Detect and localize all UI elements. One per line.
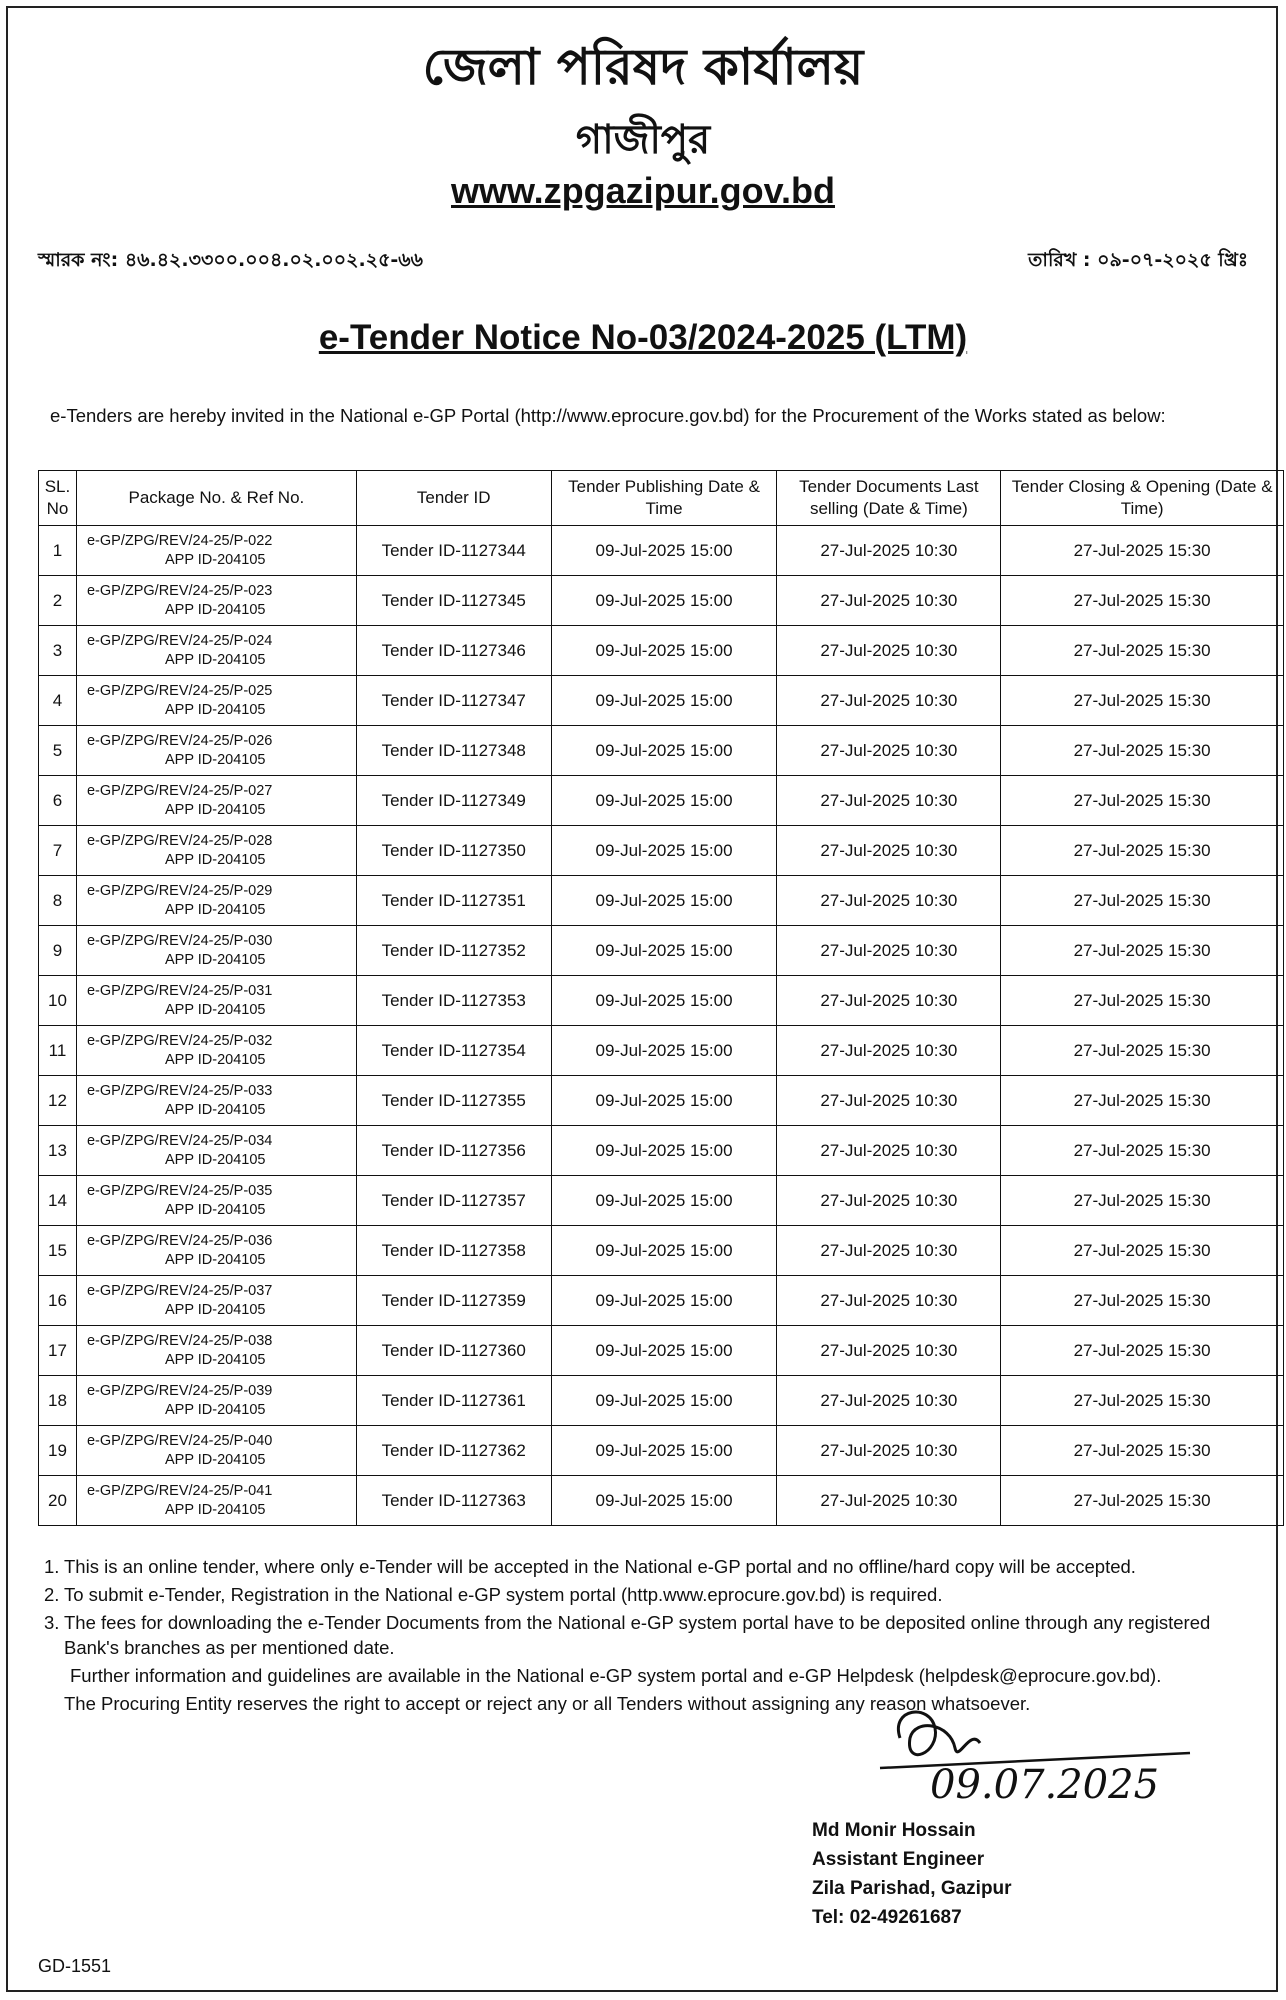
document-code: GD-1551 [38, 1956, 112, 1976]
cell-last-selling: 27-Jul-2025 10:30 [777, 1076, 1001, 1126]
note-text: The fees for downloading the e-Tender Documents from the National e-GP system portal have to be deposited online through any registered Bank's branches as per mentioned date. [64, 1612, 1211, 1658]
cell-tender-id: Tender ID-1127344 [356, 526, 551, 576]
note-2 [44, 1582, 1264, 1607]
table-row [39, 776, 1284, 826]
package-ref: e-GP/ZPG/REV/24-25/P-024 [86, 632, 273, 649]
table-row [39, 976, 1284, 1026]
cell-last-selling: 27-Jul-2025 10:30 [777, 1176, 1001, 1226]
cell-tender-id: Tender ID-1127354 [356, 1026, 551, 1076]
cell-tender-id: Tender ID-1127346 [356, 626, 551, 676]
note-3 [44, 1610, 1264, 1660]
header-publishing: Tender Publishing Date & Time [551, 471, 777, 526]
cell-package [76, 1476, 356, 1526]
tender-table [38, 470, 1284, 1526]
cell-last-selling: 27-Jul-2025 10:30 [777, 526, 1001, 576]
table-row [39, 1126, 1284, 1176]
table-row [39, 1326, 1284, 1376]
cell-package [76, 526, 356, 576]
package-ref: e-GP/ZPG/REV/24-25/P-034 [86, 1132, 273, 1149]
cell-publishing: 09-Jul-2025 15:00 [551, 1476, 777, 1526]
package-ref: e-GP/ZPG/REV/24-25/P-032 [86, 1032, 273, 1049]
cell-sl: 3 [39, 626, 77, 676]
package-ref: e-GP/ZPG/REV/24-25/P-033 [86, 1082, 273, 1099]
cell-publishing: 09-Jul-2025 15:00 [551, 776, 777, 826]
package-ref: e-GP/ZPG/REV/24-25/P-026 [86, 732, 273, 749]
cell-last-selling: 27-Jul-2025 10:30 [777, 626, 1001, 676]
cell-closing: 27-Jul-2025 15:30 [1001, 676, 1284, 726]
note-text: To submit e-Tender, Registration in the National e-GP system portal (http.www.eprocure.gov.bd) is required. [64, 1584, 943, 1605]
cell-closing: 27-Jul-2025 15:30 [1001, 976, 1284, 1026]
cell-sl: 18 [39, 1376, 77, 1426]
cell-last-selling: 27-Jul-2025 10:30 [777, 1426, 1001, 1476]
cell-closing: 27-Jul-2025 15:30 [1001, 926, 1284, 976]
memo-number: স্মারক নং: ৪৬.৪২.৩৩০০.০০৪.০২.০০২.২৫-৬৬ [38, 249, 423, 271]
app-id: APP ID-204105 [164, 1501, 266, 1518]
app-id: APP ID-204105 [164, 551, 266, 568]
organization-city: গাজীপুর [575, 117, 711, 163]
signatory-phone: Tel: 02-49261687 [812, 1907, 962, 1928]
cell-publishing: 09-Jul-2025 15:00 [551, 576, 777, 626]
table-row [39, 576, 1284, 626]
cell-closing: 27-Jul-2025 15:30 [1001, 626, 1284, 676]
cell-package [76, 876, 356, 926]
cell-tender-id: Tender ID-1127359 [356, 1276, 551, 1326]
app-id: APP ID-204105 [164, 951, 266, 968]
cell-publishing: 09-Jul-2025 15:00 [551, 1176, 777, 1226]
cell-tender-id: Tender ID-1127350 [356, 826, 551, 876]
app-id: APP ID-204105 [164, 851, 266, 868]
cell-last-selling: 27-Jul-2025 10:30 [777, 1376, 1001, 1426]
cell-package [76, 1276, 356, 1326]
cell-closing: 27-Jul-2025 15:30 [1001, 1126, 1284, 1176]
cell-tender-id: Tender ID-1127363 [356, 1476, 551, 1526]
cell-publishing: 09-Jul-2025 15:00 [551, 876, 777, 926]
app-id: APP ID-204105 [164, 751, 266, 768]
cell-last-selling: 27-Jul-2025 10:30 [777, 726, 1001, 776]
cell-tender-id: Tender ID-1127362 [356, 1426, 551, 1476]
cell-package [76, 676, 356, 726]
signatory-designation: Assistant Engineer [812, 1849, 985, 1870]
cell-last-selling: 27-Jul-2025 10:30 [777, 576, 1001, 626]
header-sl: SL. No [39, 471, 77, 526]
cell-sl: 8 [39, 876, 77, 926]
cell-publishing: 09-Jul-2025 15:00 [551, 526, 777, 576]
cell-last-selling: 27-Jul-2025 10:30 [777, 676, 1001, 726]
cell-last-selling: 27-Jul-2025 10:30 [777, 1126, 1001, 1176]
table-body [39, 526, 1284, 1526]
issue-date: তারিখ : ০৯-০৭-২০২৫ খ্রিঃ [1028, 249, 1248, 271]
table-row [39, 1176, 1284, 1226]
cell-package [76, 1326, 356, 1376]
signatory-name: Md Monir Hossain [812, 1820, 976, 1841]
package-ref: e-GP/ZPG/REV/24-25/P-039 [86, 1382, 273, 1399]
cell-publishing: 09-Jul-2025 15:00 [551, 1326, 777, 1376]
cell-last-selling: 27-Jul-2025 10:30 [777, 1326, 1001, 1376]
package-ref: e-GP/ZPG/REV/24-25/P-023 [86, 582, 273, 599]
cell-last-selling: 27-Jul-2025 10:30 [777, 1226, 1001, 1276]
note-text: This is an online tender, where only e-Tender will be accepted in the National e-GP portal and no offline/hard copy will be accepted. [64, 1556, 1136, 1577]
cell-sl: 5 [39, 726, 77, 776]
cell-tender-id: Tender ID-1127356 [356, 1126, 551, 1176]
app-id: APP ID-204105 [164, 1301, 266, 1318]
cell-last-selling: 27-Jul-2025 10:30 [777, 976, 1001, 1026]
cell-last-selling: 27-Jul-2025 10:30 [777, 826, 1001, 876]
cell-sl: 17 [39, 1326, 77, 1376]
cell-package [76, 1076, 356, 1126]
cell-sl: 6 [39, 776, 77, 826]
table-row [39, 1276, 1284, 1326]
cell-publishing: 09-Jul-2025 15:00 [551, 676, 777, 726]
table-row [39, 1426, 1284, 1476]
cell-sl: 10 [39, 976, 77, 1026]
cell-package [76, 776, 356, 826]
app-id: APP ID-204105 [164, 701, 266, 718]
note-number: 2. [44, 1584, 60, 1605]
cell-tender-id: Tender ID-1127347 [356, 676, 551, 726]
cell-publishing: 09-Jul-2025 15:00 [551, 1076, 777, 1126]
cell-sl: 19 [39, 1426, 77, 1476]
cell-sl: 1 [39, 526, 77, 576]
cell-package [76, 1176, 356, 1226]
cell-closing: 27-Jul-2025 15:30 [1001, 826, 1284, 876]
cell-publishing: 09-Jul-2025 15:00 [551, 1426, 777, 1476]
cell-sl: 12 [39, 1076, 77, 1126]
package-ref: e-GP/ZPG/REV/24-25/P-029 [86, 882, 273, 899]
note-number: 3. [44, 1612, 60, 1633]
app-id: APP ID-204105 [164, 1201, 266, 1218]
app-id: APP ID-204105 [164, 1251, 266, 1268]
cell-closing: 27-Jul-2025 15:30 [1001, 1176, 1284, 1226]
cell-package [76, 976, 356, 1026]
notes-section [44, 1554, 1264, 1719]
header-last-selling: Tender Documents Last selling (Date & Time) [777, 471, 1001, 526]
table-row [39, 1026, 1284, 1076]
cell-sl: 15 [39, 1226, 77, 1276]
cell-sl: 4 [39, 676, 77, 726]
cell-publishing: 09-Jul-2025 15:00 [551, 626, 777, 676]
app-id: APP ID-204105 [164, 1051, 266, 1068]
cell-package [76, 826, 356, 876]
cell-last-selling: 27-Jul-2025 10:30 [777, 1276, 1001, 1326]
cell-tender-id: Tender ID-1127351 [356, 876, 551, 926]
table-row [39, 676, 1284, 726]
cell-tender-id: Tender ID-1127349 [356, 776, 551, 826]
cell-package [76, 1126, 356, 1176]
header-closing: Tender Closing & Opening (Date & Time) [1001, 471, 1284, 526]
table-row [39, 1476, 1284, 1526]
cell-closing: 27-Jul-2025 15:30 [1001, 1476, 1284, 1526]
cell-package [76, 726, 356, 776]
cell-tender-id: Tender ID-1127348 [356, 726, 551, 776]
note-number: 1. [44, 1556, 60, 1577]
signatory-office: Zila Parishad, Gazipur [812, 1878, 1012, 1899]
package-ref: e-GP/ZPG/REV/24-25/P-036 [86, 1232, 273, 1249]
cell-closing: 27-Jul-2025 15:30 [1001, 1076, 1284, 1126]
table-row [39, 726, 1284, 776]
cell-tender-id: Tender ID-1127360 [356, 1326, 551, 1376]
cell-closing: 27-Jul-2025 15:30 [1001, 1376, 1284, 1426]
package-ref: e-GP/ZPG/REV/24-25/P-025 [86, 682, 273, 699]
cell-sl: 9 [39, 926, 77, 976]
organization-website[interactable]: www.zpgazipur.gov.bd [451, 170, 835, 211]
cell-publishing: 09-Jul-2025 15:00 [551, 1276, 777, 1326]
app-id: APP ID-204105 [164, 1401, 266, 1418]
cell-closing: 27-Jul-2025 15:30 [1001, 526, 1284, 576]
table-row [39, 1076, 1284, 1126]
app-id: APP ID-204105 [164, 1001, 266, 1018]
cell-publishing: 09-Jul-2025 15:00 [551, 726, 777, 776]
app-id: APP ID-204105 [164, 801, 266, 818]
table-row [39, 526, 1284, 576]
cell-publishing: 09-Jul-2025 15:00 [551, 1026, 777, 1076]
cell-closing: 27-Jul-2025 15:30 [1001, 1326, 1284, 1376]
intro-paragraph: e-Tenders are hereby invited in the National e-GP Portal (http://www.eprocure.gov.bd) for the Procurement of the Works stated as below: [50, 405, 1166, 426]
cell-package [76, 576, 356, 626]
notice-title: e-Tender Notice No-03/2024-2025 (LTM) [318, 318, 968, 357]
cell-tender-id: Tender ID-1127345 [356, 576, 551, 626]
reservation-text: The Procuring Entity reserves the right to accept or reject any or all Tenders without assigning any reason whatsoever. [64, 1693, 1031, 1714]
cell-sl: 20 [39, 1476, 77, 1526]
cell-package [76, 626, 356, 676]
cell-publishing: 09-Jul-2025 15:00 [551, 826, 777, 876]
cell-tender-id: Tender ID-1127358 [356, 1226, 551, 1276]
cell-sl: 7 [39, 826, 77, 876]
cell-closing: 27-Jul-2025 15:30 [1001, 726, 1284, 776]
app-id: APP ID-204105 [164, 1101, 266, 1118]
cell-tender-id: Tender ID-1127355 [356, 1076, 551, 1126]
table-row [39, 826, 1284, 876]
cell-last-selling: 27-Jul-2025 10:30 [777, 926, 1001, 976]
cell-package [76, 926, 356, 976]
package-ref: e-GP/ZPG/REV/24-25/P-038 [86, 1332, 273, 1349]
package-ref: e-GP/ZPG/REV/24-25/P-031 [86, 982, 273, 999]
cell-publishing: 09-Jul-2025 15:00 [551, 976, 777, 1026]
cell-last-selling: 27-Jul-2025 10:30 [777, 1026, 1001, 1076]
cell-sl: 11 [39, 1026, 77, 1076]
cell-publishing: 09-Jul-2025 15:00 [551, 926, 777, 976]
cell-package [76, 1226, 356, 1276]
cell-closing: 27-Jul-2025 15:30 [1001, 576, 1284, 626]
cell-sl: 2 [39, 576, 77, 626]
package-ref: e-GP/ZPG/REV/24-25/P-040 [86, 1432, 273, 1449]
cell-sl: 16 [39, 1276, 77, 1326]
package-ref: e-GP/ZPG/REV/24-25/P-028 [86, 832, 273, 849]
package-ref: e-GP/ZPG/REV/24-25/P-030 [86, 932, 273, 949]
app-id: APP ID-204105 [164, 1451, 266, 1468]
header-tender-id: Tender ID [356, 471, 551, 526]
package-ref: e-GP/ZPG/REV/24-25/P-041 [86, 1482, 273, 1499]
cell-closing: 27-Jul-2025 15:30 [1001, 1426, 1284, 1476]
cell-closing: 27-Jul-2025 15:30 [1001, 876, 1284, 926]
cell-package [76, 1426, 356, 1476]
table-row [39, 876, 1284, 926]
app-id: APP ID-204105 [164, 1351, 266, 1368]
cell-package [76, 1026, 356, 1076]
cell-tender-id: Tender ID-1127353 [356, 976, 551, 1026]
table-row [39, 626, 1284, 676]
cell-closing: 27-Jul-2025 15:30 [1001, 1026, 1284, 1076]
signatory-block [812, 1816, 1012, 1932]
table-row [39, 1376, 1284, 1426]
cell-last-selling: 27-Jul-2025 10:30 [777, 876, 1001, 926]
table-row [39, 1226, 1284, 1276]
cell-publishing: 09-Jul-2025 15:00 [551, 1376, 777, 1426]
cell-closing: 27-Jul-2025 15:30 [1001, 1276, 1284, 1326]
app-id: APP ID-204105 [164, 601, 266, 618]
cell-closing: 27-Jul-2025 15:30 [1001, 776, 1284, 826]
cell-sl: 14 [39, 1176, 77, 1226]
app-id: APP ID-204105 [164, 651, 266, 668]
further-info [44, 1663, 1264, 1688]
cell-publishing: 09-Jul-2025 15:00 [551, 1226, 777, 1276]
cell-publishing: 09-Jul-2025 15:00 [551, 1126, 777, 1176]
table-header-row [39, 471, 1284, 526]
cell-package [76, 1376, 356, 1426]
package-ref: e-GP/ZPG/REV/24-25/P-037 [86, 1282, 273, 1299]
app-id: APP ID-204105 [164, 1151, 266, 1168]
handwritten-signature [860, 1698, 1200, 1818]
cell-closing: 27-Jul-2025 15:30 [1001, 1226, 1284, 1276]
note-1 [44, 1554, 1264, 1579]
cell-tender-id: Tender ID-1127361 [356, 1376, 551, 1426]
cell-sl: 13 [39, 1126, 77, 1176]
app-id: APP ID-204105 [164, 901, 266, 918]
table-row [39, 926, 1284, 976]
header-package: Package No. & Ref No. [76, 471, 356, 526]
cell-last-selling: 27-Jul-2025 10:30 [777, 1476, 1001, 1526]
package-ref: e-GP/ZPG/REV/24-25/P-027 [86, 782, 273, 799]
organization-name: জেলা পরিষদ কার্যালয় [422, 38, 864, 96]
handwritten-date: 09.07.2025 [930, 1762, 1160, 1808]
cell-last-selling: 27-Jul-2025 10:30 [777, 776, 1001, 826]
further-info-text: Further information and guidelines are available in the National e-GP system portal and e-GP Helpdesk (helpdesk@eprocure.gov.bd). [70, 1665, 1162, 1686]
cell-tender-id: Tender ID-1127357 [356, 1176, 551, 1226]
package-ref: e-GP/ZPG/REV/24-25/P-022 [86, 532, 273, 549]
cell-tender-id: Tender ID-1127352 [356, 926, 551, 976]
package-ref: e-GP/ZPG/REV/24-25/P-035 [86, 1182, 273, 1199]
